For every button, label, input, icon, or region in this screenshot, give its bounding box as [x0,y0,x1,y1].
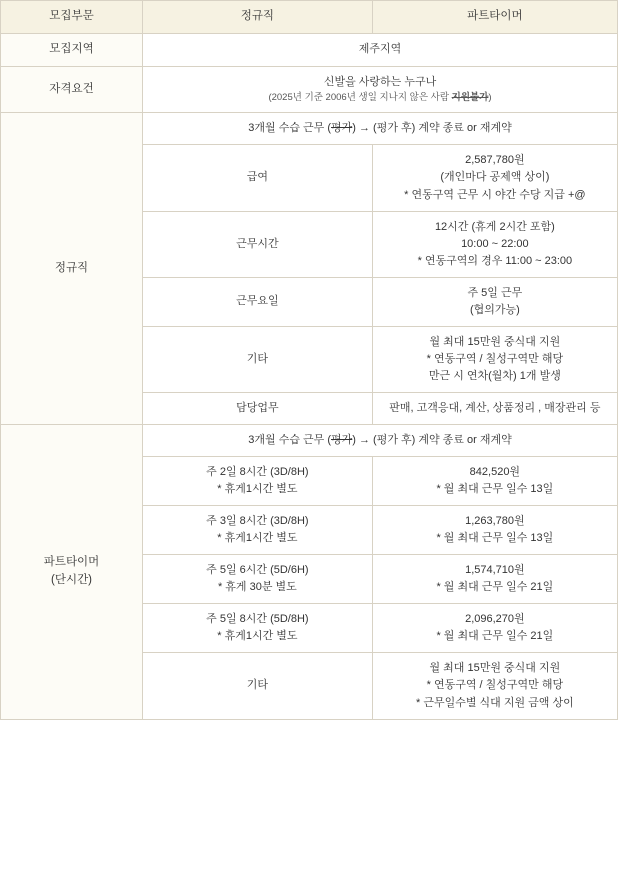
requirement-line-2 [147,91,613,106]
label-parttime-section [1,425,143,720]
parttime-option-1-pay [372,457,617,506]
parttime-probation-strike: 평가 [331,434,353,446]
parttime-option-2-pay [372,506,617,555]
fulltime-etc-line-3: 만근 시 연차(월차) 1개 발생 [428,369,561,382]
label-fulltime-section: 정규직 [1,113,143,425]
table-row-requirement [1,66,618,113]
header-fulltime: 정규직 [143,1,373,34]
value-region: 제주지역 [143,33,618,66]
value-parttime-etc [372,653,617,719]
table-header-row [1,1,618,34]
parttime-option-2-pay-line-1: 1,263,780원 [465,515,525,528]
table-row-region [1,33,618,66]
parttime-option-1-pay-line-2: * 월 최대 근무 일수 13일 [436,483,554,496]
parttime-option-4-pay-line-2: * 월 최대 근무 일수 21일 [436,630,554,643]
parttime-option-2-schedule-line-2: * 휴게1시간 별도 [217,532,298,545]
parttime-option-2-schedule [143,506,373,555]
value-fulltime-duties: 판매, 고객응대, 계산, 상품정리 , 매장관리 등 [372,392,617,424]
label-fulltime-duties: 담당업무 [143,392,373,424]
parttime-probation-post: ) → (평가 후) 계약 종료 or 재계약 [352,434,512,446]
parttime-label-line-2: (단시간) [51,573,93,586]
requirement-note-strike: 지원불가 [451,91,489,103]
parttime-option-1-pay-line-1: 842,520원 [469,466,521,479]
fulltime-probation [143,113,618,145]
parttime-etc-line-2: * 연동구역 / 칠성구역만 해당 [426,679,564,692]
table-row-fulltime-probation [1,113,618,145]
parttime-option-2-schedule-line-1: 주 3일 8시간 (3D/8H) [206,515,309,528]
fulltime-hours-line-1: 12시간 (휴게 2시간 포함) [434,220,555,233]
fulltime-salary-line-3: * 연동구역 근무 시 야간 수당 지급 +@ [404,188,586,201]
parttime-option-3-pay [372,555,617,604]
label-fulltime-etc: 기타 [143,326,373,392]
label-parttime-etc: 기타 [143,653,373,719]
fulltime-probation-strike: 평가 [331,122,353,135]
fulltime-probation-post: ) → (평가 후) 계약 종료 or 재계약 [352,122,512,135]
parttime-option-3-schedule [143,555,373,604]
fulltime-salary-line-2: (개인마다 공제액 상이) [440,171,550,184]
parttime-probation [143,425,618,457]
table-row-parttime-probation [1,425,618,457]
value-requirement [143,66,618,113]
label-fulltime-salary: 급여 [143,145,373,211]
parttime-etc-line-3: * 근무일수별 식대 지원 금액 상이 [416,696,574,709]
parttime-option-4-pay-line-1: 2,096,270원 [465,613,525,626]
parttime-option-4-pay [372,604,617,653]
fulltime-days-line-2: (협의가능) [469,303,520,316]
requirement-note-pre: (2025년 기준 2006년 생일 지나지 않은 사람 [268,91,452,103]
requirement-note-post: ) [488,91,492,103]
parttime-option-4-schedule [143,604,373,653]
label-fulltime-hours: 근무시간 [143,211,373,277]
fulltime-days-line-1: 주 5일 근무 [467,286,523,299]
parttime-option-3-pay-line-1: 1,574,710원 [465,564,525,577]
parttime-option-2-pay-line-2: * 월 최대 근무 일수 13일 [436,532,554,545]
value-fulltime-etc [372,326,617,392]
label-region: 모집지역 [1,33,143,66]
label-fulltime-days: 근무요일 [143,277,373,326]
parttime-option-1-schedule-line-2: * 휴게1시간 별도 [217,483,298,496]
parttime-option-3-schedule-line-2: * 휴게 30분 별도 [217,581,297,594]
header-category: 모집부문 [1,1,143,34]
requirement-line-1: 신발을 사랑하는 누구나 [323,75,437,88]
parttime-etc-line-1: 월 최대 15만원 중식대 지원 [429,662,561,675]
fulltime-etc-line-2: * 연동구역 / 칠성구역만 해당 [426,352,564,365]
value-fulltime-salary [372,145,617,211]
parttime-option-1-schedule-line-1: 주 2일 8시간 (3D/8H) [206,466,309,479]
parttime-option-3-pay-line-2: * 월 최대 근무 일수 21일 [436,581,554,594]
label-requirement: 자격요건 [1,66,143,113]
header-parttime: 파트타이머 [372,1,617,34]
fulltime-etc-line-1: 월 최대 15만원 중식대 지원 [429,335,561,348]
parttime-option-4-schedule-line-1: 주 5일 8시간 (5D/8H) [206,613,309,626]
parttime-label-line-1: 파트타이머 [43,555,100,568]
fulltime-probation-pre: 3개월 수습 근무 ( [248,122,332,135]
value-fulltime-days [372,277,617,326]
parttime-option-3-schedule-line-1: 주 5일 6시간 (5D/6H) [206,564,309,577]
fulltime-hours-line-2: 10:00 ~ 22:00 [461,237,529,250]
parttime-probation-pre: 3개월 수습 근무 ( [248,434,332,446]
value-fulltime-hours [372,211,617,277]
parttime-option-1-schedule [143,457,373,506]
parttime-option-4-schedule-line-2: * 휴게1시간 별도 [217,630,298,643]
fulltime-salary-line-1: 2,587,780원 [465,154,525,167]
fulltime-hours-line-3: * 연동구역의 경우 11:00 ~ 23:00 [417,254,573,267]
